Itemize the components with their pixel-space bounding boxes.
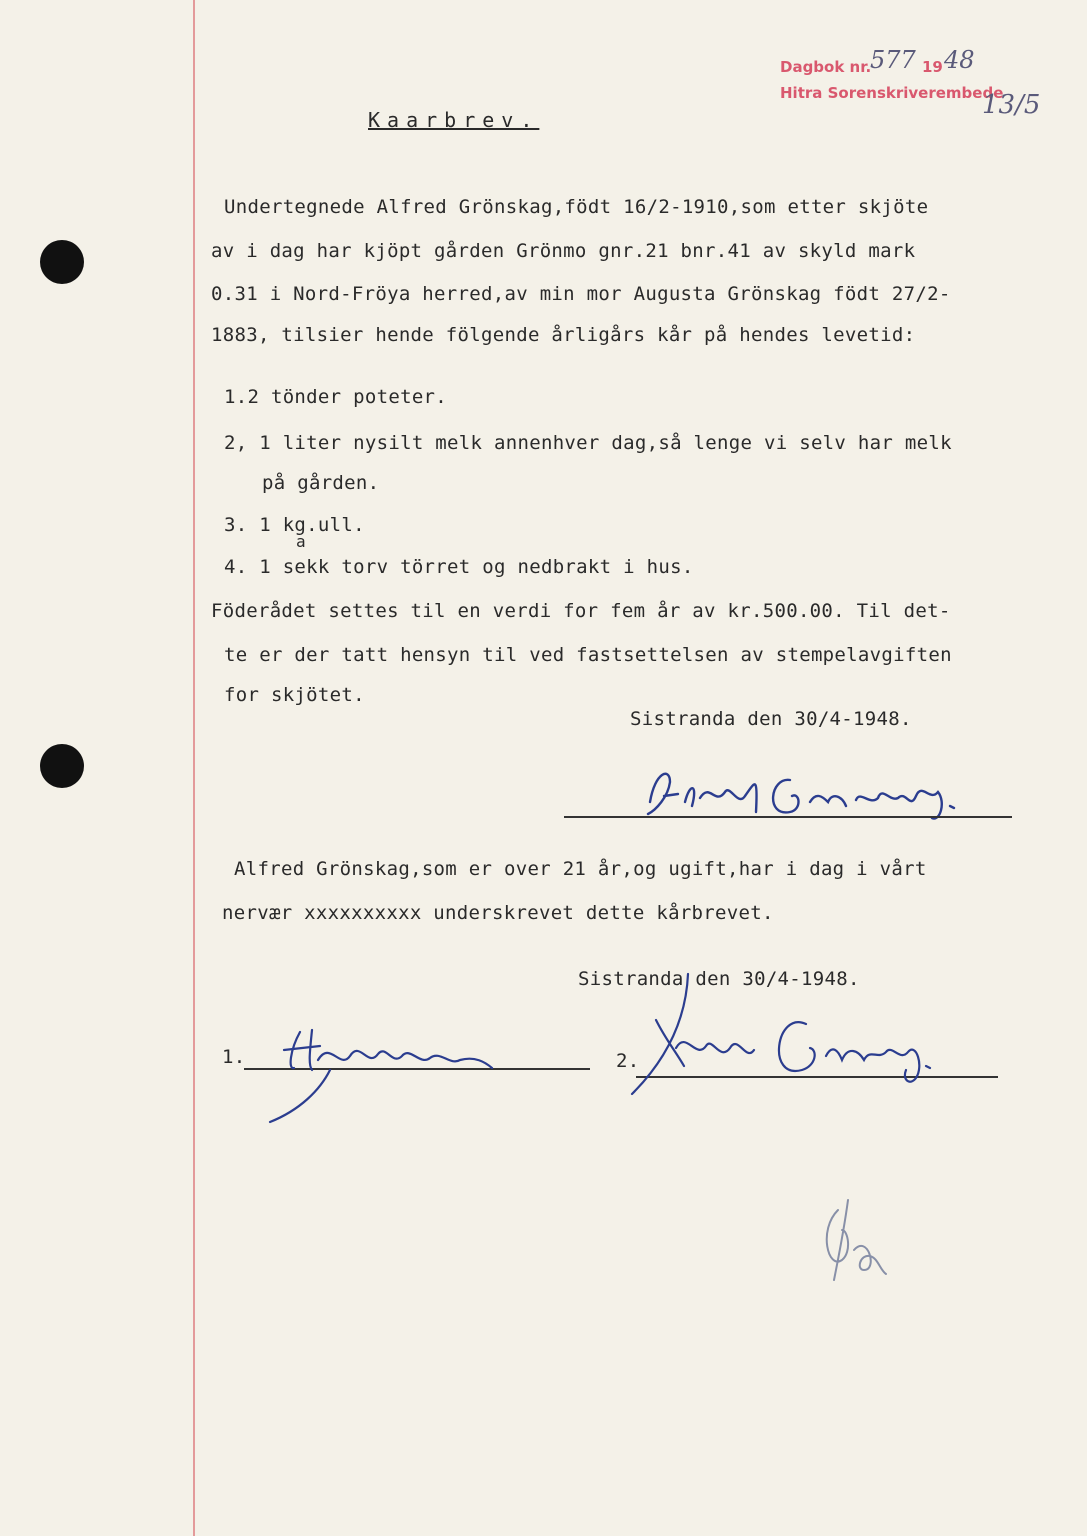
signature-alfred	[560, 762, 1020, 832]
signature-witness-2	[626, 970, 966, 1100]
witness-number-1: 1.	[222, 1046, 246, 1068]
list-item: 1.2 tönder poteter.	[224, 386, 448, 408]
witness-number-2: 2.	[616, 1050, 640, 1072]
stamp-line-1	[780, 58, 871, 76]
stamp-date-note: 13/5	[982, 90, 1041, 120]
list-item: 3. 1 kg.ull.	[224, 514, 365, 536]
insert-mark: a	[296, 532, 306, 551]
stamp-year-prefix: 19	[922, 58, 943, 76]
valuation-line: te er der tatt hensyn til ved fastsettelsen av stempelavgiften	[224, 644, 952, 666]
signature-witness-1	[260, 1010, 520, 1130]
place-date: Sistranda den 30/4-1948.	[578, 968, 860, 990]
stamp-prefix: Dagbok nr.	[780, 58, 872, 76]
margin-rule	[193, 0, 195, 1536]
valuation-line: Föderådet settes til en verdi for fem år av kr.500.00. Til det-	[211, 600, 951, 622]
stamp-year: 48	[944, 46, 975, 74]
body-line: 0.31 i Nord-Fröya herred,av min mor Augusta Grönskag födt 27/2-	[211, 283, 951, 305]
signature-line	[564, 816, 1012, 818]
place-date: Sistranda den 30/4-1948.	[630, 708, 912, 730]
witness-statement: Alfred Grönskag,som er over 21 år,og ugift,har i dag i vårt	[234, 858, 927, 880]
punch-hole	[40, 744, 84, 788]
punch-hole	[40, 240, 84, 284]
stamp-office: Hitra Sorenskriverembede	[780, 84, 1004, 102]
list-item-continued: på gården.	[262, 472, 380, 494]
initials-mark	[808, 1190, 898, 1290]
witness-statement: nervær xxxxxxxxxx underskrevet dette kårbrevet.	[222, 902, 774, 924]
valuation-line: for skjötet.	[224, 684, 365, 706]
document-title: Kaarbrev.	[368, 108, 540, 132]
body-line: 1883, tilsier hende fölgende årligårs kår på hendes levetid:	[211, 324, 916, 346]
body-line: av i dag har kjöpt gården Grönmo gnr.21 bnr.41 av skyld mark	[211, 240, 916, 262]
list-item: 4. 1 sekk torv törret og nedbrakt i hus.	[224, 556, 694, 578]
stamp-number: 577	[870, 46, 916, 74]
body-line: Undertegnede Alfred Grönskag,födt 16/2-1910,som etter skjöte	[224, 196, 929, 218]
list-item: 2, 1 liter nysilt melk annenhver dag,så lenge vi selv har melk	[224, 432, 952, 454]
